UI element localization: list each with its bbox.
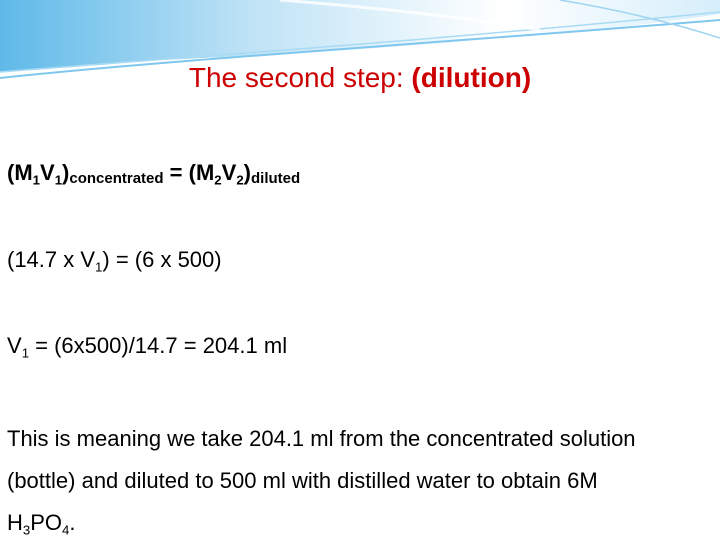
formula-subscript: 2 [214, 172, 222, 188]
equation-text: V [7, 333, 22, 358]
equation-text: (14.7 x V [7, 247, 96, 272]
equation-subscript: 1 [95, 259, 103, 275]
formula-term: ) [62, 160, 70, 185]
formula-equals: = [163, 160, 189, 185]
formula-subscript: 1 [54, 172, 63, 188]
formula-term: ) [243, 160, 251, 185]
equation-subscript: 1 [21, 345, 30, 361]
formula-subscript: 2 [236, 172, 244, 188]
chem-period: . [69, 510, 76, 535]
dilution-formula [7, 160, 300, 186]
chem-element: PO [30, 510, 63, 535]
formula-term: V [221, 160, 237, 185]
title-text: The second step: [188, 62, 412, 93]
slide-title [0, 62, 720, 94]
title-highlight: (dilution) [411, 62, 532, 93]
formula-term: (M [7, 160, 33, 185]
substitution-line [7, 247, 222, 273]
formula-label-concentrated: concentrated [69, 170, 164, 187]
formula-label-diluted: diluted [251, 170, 301, 187]
chem-subscript: 3 [22, 522, 31, 538]
formula-term: (M [188, 160, 215, 185]
explanation-formula-line [7, 502, 717, 544]
result-line [7, 333, 287, 359]
formula-subscript: 1 [32, 172, 40, 188]
explanation-line: This is meaning we take 204.1 ml from the concentrated solution [7, 426, 636, 451]
chem-subscript: 4 [62, 522, 70, 538]
explanation-line: (bottle) and diluted to 500 ml with distilled water to obtain 6M [7, 468, 598, 493]
equation-text: ) = (6 x 500) [102, 247, 222, 272]
explanation-paragraph [7, 418, 717, 544]
equation-text: = (6x500)/14.7 = 204.1 ml [29, 333, 288, 358]
formula-term: V [40, 160, 55, 185]
chem-element: H [7, 510, 23, 535]
